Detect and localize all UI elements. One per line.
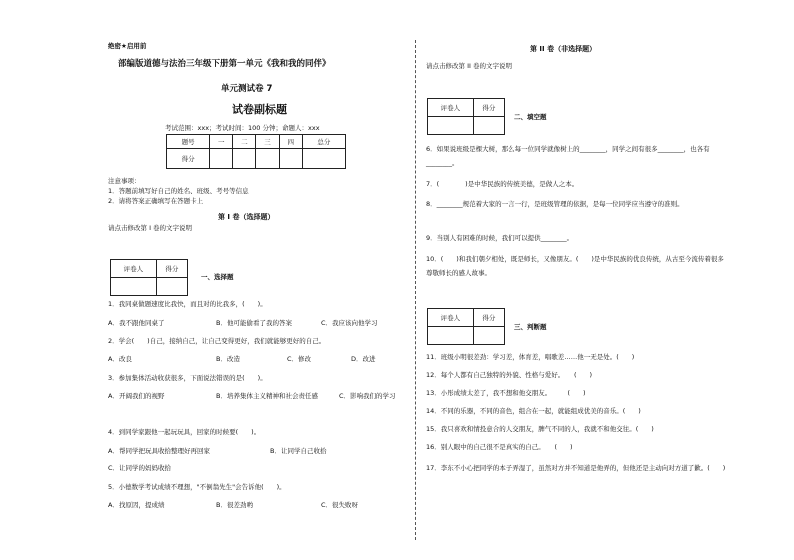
section-mc-title: 一、选择题 bbox=[201, 273, 234, 281]
judge-question: 12．每个人都有自己独特的外貌、性格与爱好。 ( ) bbox=[426, 371, 593, 379]
score-header: 四 bbox=[279, 135, 302, 149]
fill-question: 8．________规范着大家的一言一行，是班级管理的依据，是每一位同学应当遵守的准则。 bbox=[426, 200, 684, 208]
grader-box bbox=[427, 98, 505, 135]
mc-question: 5．小德数学考试成绩不理想，"不倒翁先生"会告诉他( )。 bbox=[108, 483, 286, 491]
mc-question: 1．我同桌做题速度比我快，而且对的比我多，( )。 bbox=[108, 300, 267, 308]
judge-question: 16．别人眼中的自己很不是真实的自己。 ( ) bbox=[426, 443, 573, 451]
score-row-label: 得分 bbox=[167, 149, 210, 169]
grader-label: 评卷人 bbox=[428, 99, 474, 117]
mc-option[interactable]: B．培养集体主义精神和社会责任感 bbox=[216, 392, 318, 400]
grader-score-label: 得分 bbox=[473, 309, 504, 327]
judge-question: 17．李东不小心把同学的本子弄湿了，虽然对方并不知道是他弄的，但他还是主动向对方道了歉。( ) bbox=[426, 464, 726, 472]
grader-cell[interactable] bbox=[473, 327, 504, 345]
mc-option[interactable]: C．影响我们的学习 bbox=[339, 392, 396, 400]
mc-option[interactable]: A．改良 bbox=[108, 355, 132, 363]
fill-question: 9．当别人有困难的时候，我们可以提供________。 bbox=[426, 234, 574, 242]
mc-option[interactable]: A．帮同学把玩具收拾整理好再回家 bbox=[108, 447, 210, 455]
mc-option[interactable]: A．开阔我们的视野 bbox=[108, 392, 165, 400]
note-item: 2．请将答案正确填写在答题卡上 bbox=[108, 197, 204, 205]
mc-option[interactable]: B．很差劲哟 bbox=[216, 501, 253, 509]
section-judge-title: 三、判断题 bbox=[514, 323, 547, 331]
mc-option[interactable]: C．让同学的妈妈收拾 bbox=[108, 464, 172, 472]
exam-subtitle: 单元测试卷 7 bbox=[221, 84, 273, 94]
score-header: 总分 bbox=[302, 135, 345, 149]
score-table bbox=[166, 134, 346, 169]
score-header: 一 bbox=[210, 135, 233, 149]
mc-option[interactable]: C．很失败呀 bbox=[321, 501, 359, 509]
part2-title: 第 II 卷（非选择题） bbox=[530, 45, 597, 53]
grader-box bbox=[110, 259, 188, 296]
fill-question: 10．( )和我们朝夕相处，既是师长，又像朋友。( )是中华民族的优良传统，从古至今流传着很多尊敬师长的感人故事。 bbox=[426, 255, 724, 277]
mc-question: 3．参加集体活动收获很多，下面说法错误的是( )。 bbox=[108, 374, 267, 382]
exam-meta: 考试范围：xxx；考试时间：100 分钟；命题人：xxx bbox=[165, 124, 320, 132]
paper-title: 试卷副标题 bbox=[232, 103, 287, 116]
grader-label: 评卷人 bbox=[111, 260, 157, 278]
grader-cell[interactable] bbox=[156, 278, 187, 296]
fill-question: 7．( )是中华民族的传统美德，是做人之本。 bbox=[426, 180, 579, 188]
part1-instruction: 请点击修改第 I 卷的文字说明 bbox=[108, 224, 193, 232]
exam-title: 部编版道德与法治三年级下册第一单元《我和我的同伴》 bbox=[118, 59, 331, 69]
fill-question: 6．如果说班级是棵大树，那么每一位同学就像树上的________，同学之间有很多________，也各有________。 bbox=[426, 145, 710, 167]
grader-score-label: 得分 bbox=[473, 99, 504, 117]
grader-cell[interactable] bbox=[428, 327, 474, 345]
mc-option[interactable]: C．修改 bbox=[287, 355, 312, 363]
score-header: 题号 bbox=[167, 135, 210, 149]
judge-question: 14．不同的乐器，不同的音色，组合在一起，就能组成优美的音乐。( ) bbox=[426, 407, 641, 415]
score-header: 二 bbox=[233, 135, 256, 149]
mc-option[interactable]: B．让同学自己收拾 bbox=[270, 447, 327, 455]
notes-title: 注意事项： bbox=[108, 177, 141, 185]
part2-instruction: 请点击修改第 II 卷的文字说明 bbox=[426, 62, 512, 70]
grader-cell[interactable] bbox=[428, 117, 474, 135]
mc-option[interactable]: D．改进 bbox=[351, 355, 376, 363]
secret-label: 绝密★启用前 bbox=[108, 42, 147, 50]
mc-option[interactable]: A．找原因，提成绩 bbox=[108, 501, 165, 509]
grader-box bbox=[427, 308, 505, 345]
grader-label: 评卷人 bbox=[428, 309, 474, 327]
column-divider bbox=[415, 40, 416, 540]
score-cell[interactable] bbox=[210, 149, 233, 169]
mc-option[interactable]: A．我不跟他同桌了 bbox=[108, 319, 165, 327]
mc-option[interactable]: B．改造 bbox=[216, 355, 240, 363]
mc-question: 2．学会( )自己，接纳自己，让自己变得更好，我们就能够更好的自己。 bbox=[108, 337, 326, 345]
score-cell[interactable] bbox=[302, 149, 345, 169]
score-cell[interactable] bbox=[279, 149, 302, 169]
part1-title: 第 I 卷（选择题） bbox=[218, 213, 275, 221]
mc-question: 4．到同学家跟他一起玩玩具，回家的时候要( )。 bbox=[108, 428, 261, 436]
grader-score-label: 得分 bbox=[156, 260, 187, 278]
section-fill-title: 二、填空题 bbox=[514, 113, 547, 121]
grader-cell[interactable] bbox=[111, 278, 157, 296]
judge-question: 11．班级小明很差劲：学习差，体育差，唱歌差……他一无是处。( ) bbox=[426, 353, 635, 361]
mc-option[interactable]: C．我应该向他学习 bbox=[321, 319, 378, 327]
judge-question: 15．我只喜欢和情投意合的人交朋友，脾气不同的人，我就不和他交往。( ) bbox=[426, 425, 654, 433]
score-cell[interactable] bbox=[233, 149, 256, 169]
score-cell[interactable] bbox=[256, 149, 279, 169]
note-item: 1．答题前填写好自己的姓名、班级、考号等信息 bbox=[108, 187, 249, 195]
grader-cell[interactable] bbox=[473, 117, 504, 135]
mc-option[interactable]: B．他可能偷看了我的答案 bbox=[216, 319, 292, 327]
score-header: 三 bbox=[256, 135, 279, 149]
judge-question: 13．小彤成绩太差了，我不想和他交朋友。 ( ) bbox=[426, 389, 586, 397]
